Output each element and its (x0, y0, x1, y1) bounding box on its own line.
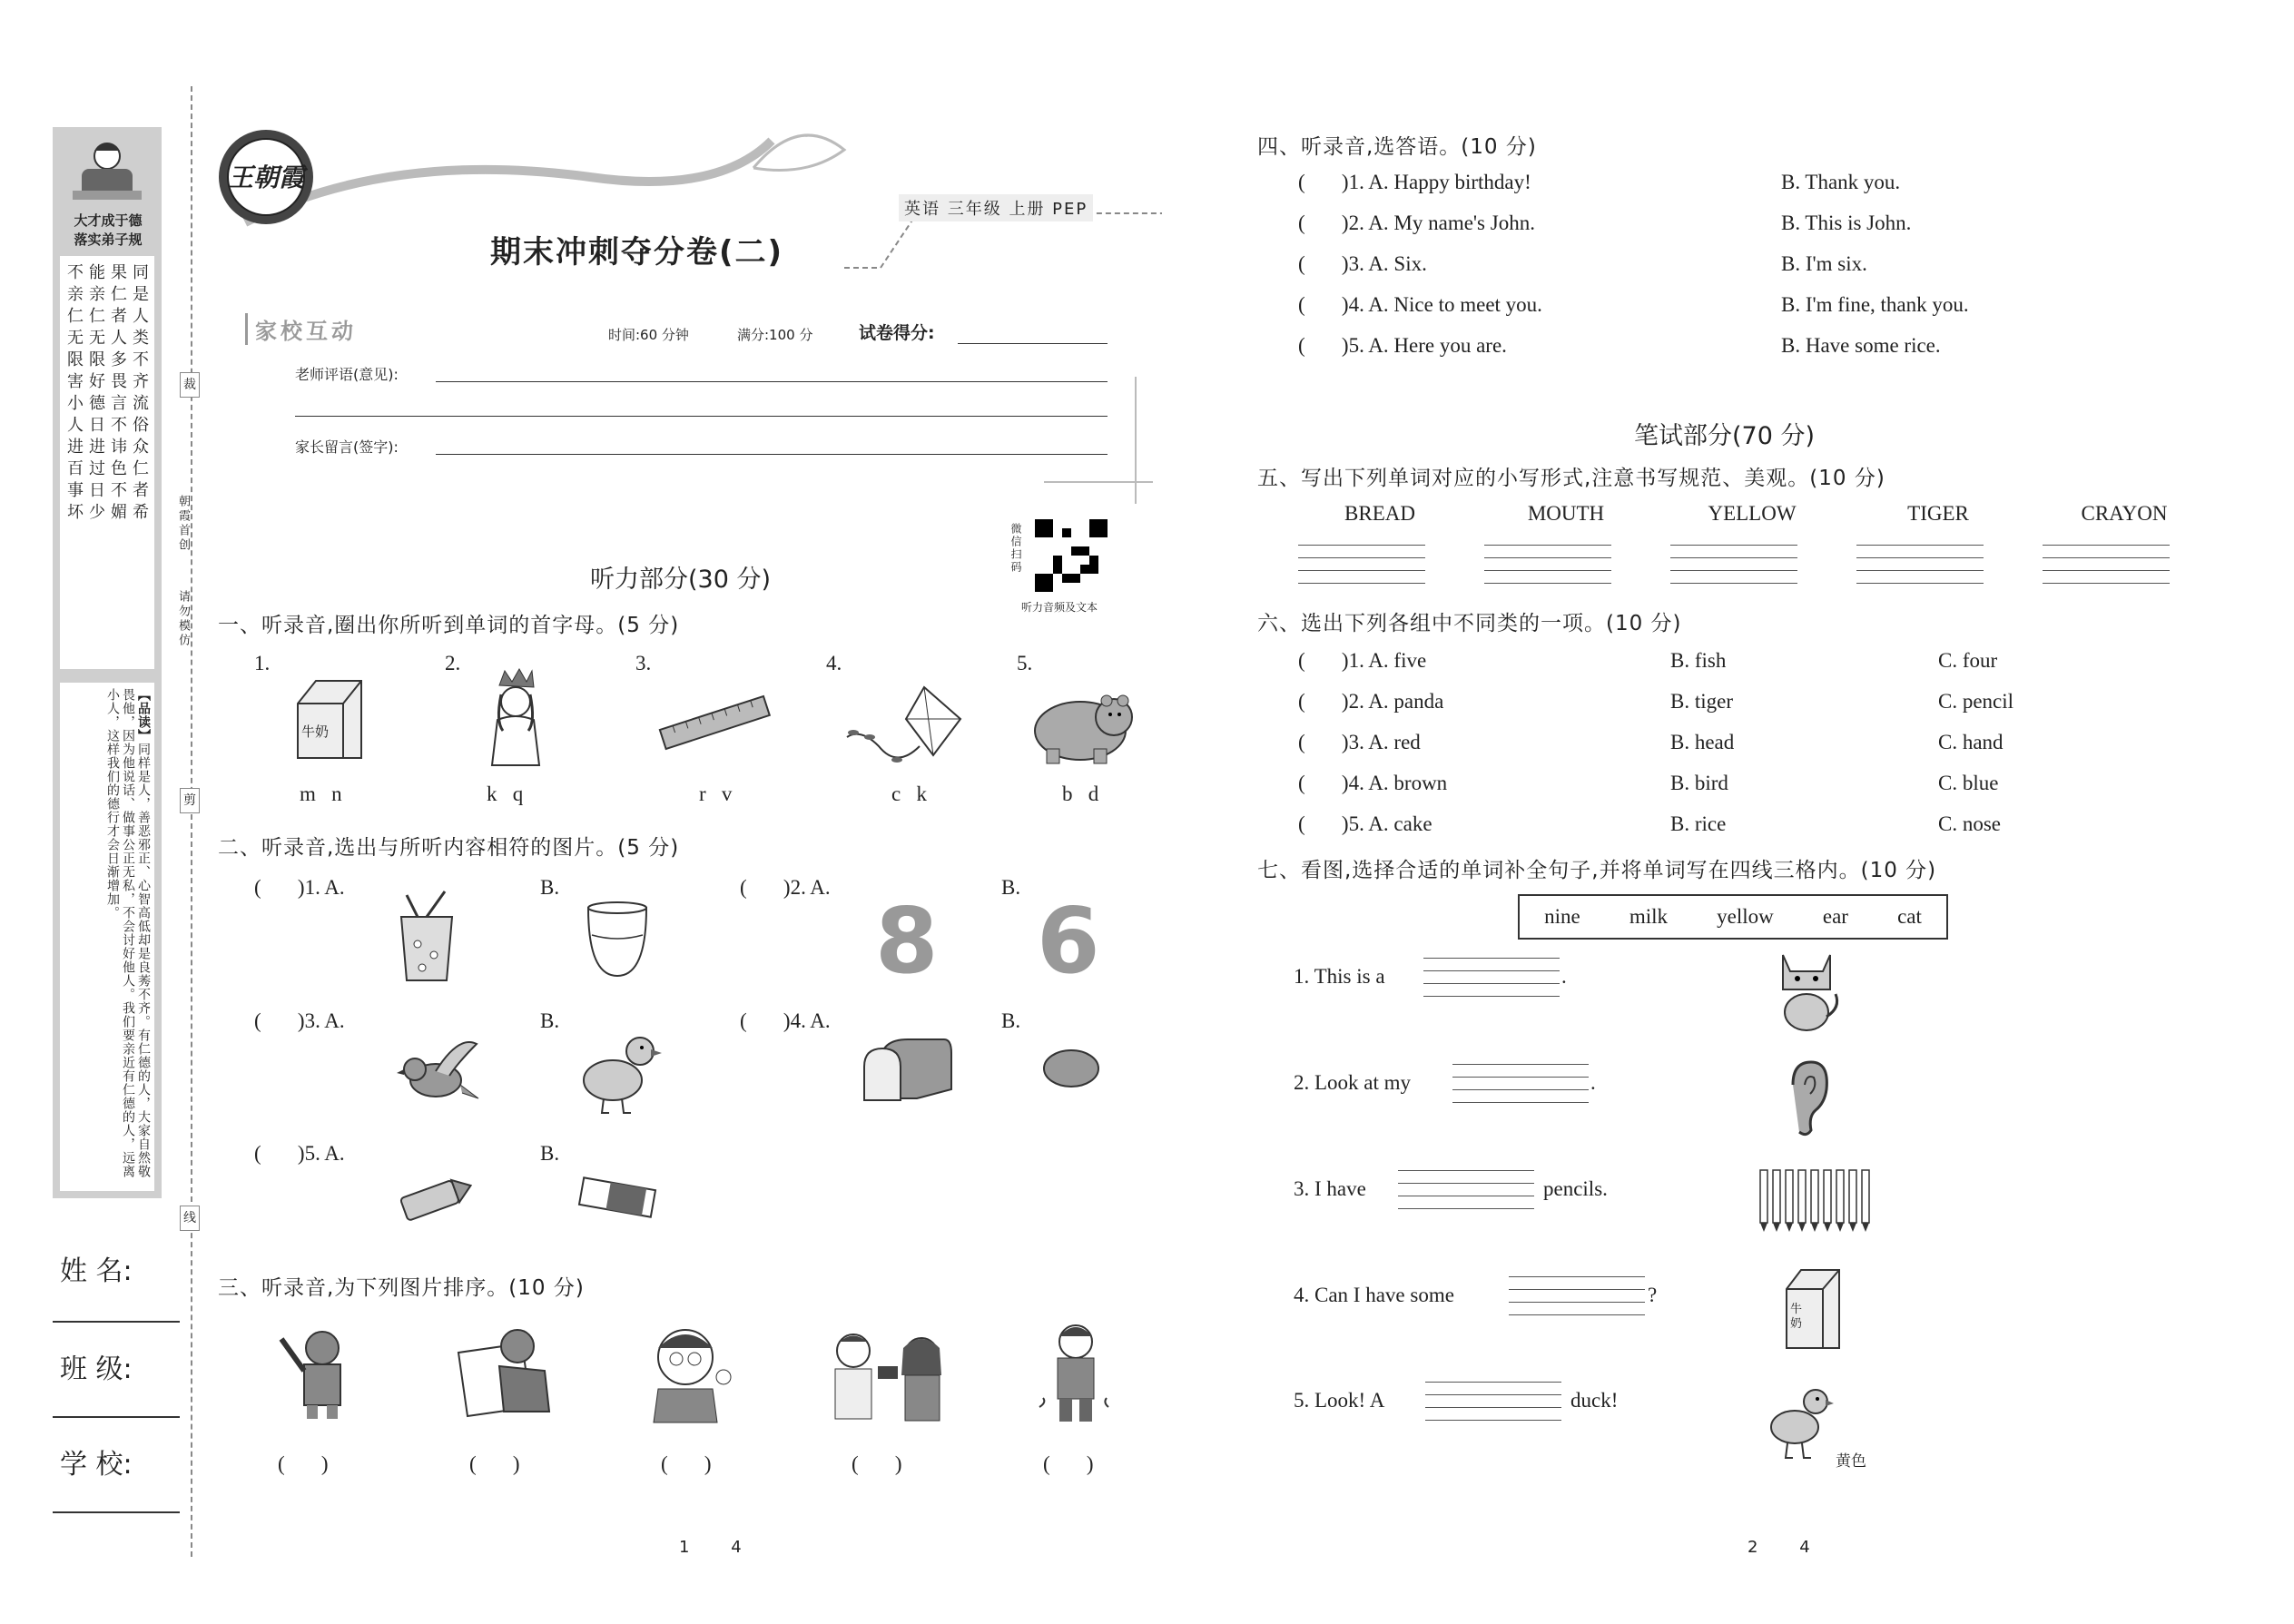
eraser-icon (576, 1173, 658, 1223)
four-line-grid[interactable] (1484, 545, 1611, 586)
name-label: 姓 名: (60, 1255, 133, 1287)
four-line-grid[interactable] (1670, 545, 1797, 586)
crayon-icon (395, 1166, 477, 1230)
milk-carton-icon (1781, 1266, 1845, 1353)
carton-text: 牛奶 (301, 723, 330, 740)
number-eight: 8 (875, 888, 939, 994)
side-note: 请勿模仿 (176, 590, 190, 648)
s5-word: CRAYON (2081, 502, 2168, 525)
full-score: 满分:100 分 (737, 327, 813, 343)
s6-option-b: B. bird (1670, 772, 1728, 794)
child-drawing-icon (449, 1321, 558, 1421)
s2-option-b: B. (540, 876, 560, 899)
duck-icon (1766, 1380, 1834, 1462)
s1-letters[interactable]: b d (1062, 782, 1099, 805)
section-4-title: 四、听录音,选答语。(10 分) (1257, 135, 1537, 159)
qr-label: 微信扫码 (1009, 523, 1022, 574)
s1-letters[interactable]: r v (699, 782, 733, 805)
bread-icon (862, 1035, 953, 1103)
s7-sentence: 5. Look! A (1294, 1389, 1385, 1412)
s7-sentence-end: . (1590, 1071, 1596, 1094)
word-bank-item: ear (1822, 905, 1848, 928)
s6-question[interactable]: ( )1. A. five (1298, 649, 1427, 672)
poem-box (60, 256, 154, 669)
children-exchange-icon (822, 1325, 958, 1425)
s2-question[interactable]: ( )5. A. (254, 1142, 345, 1165)
s3-answer[interactable]: ( ) (469, 1452, 520, 1475)
cut-mark: 剪 (180, 788, 200, 813)
s2-option-b: B. (540, 1142, 560, 1165)
s6-option-c: C. hand (1938, 731, 2004, 753)
queen-icon (479, 667, 552, 767)
carton-text: 牛奶 (1790, 1303, 1803, 1331)
school-field[interactable] (53, 1511, 180, 1513)
poem-col: 能亲仁无限好德日进过日少 (86, 263, 105, 525)
bird-icon (395, 1035, 481, 1107)
s7-sentence: 3. I have (1294, 1177, 1366, 1200)
section-1-title: 一、听录音,圈出你所听到单词的首字母。(5 分) (218, 614, 680, 637)
s7-sentence-end: . (1561, 965, 1567, 988)
class-label: 班 级: (60, 1353, 133, 1385)
s3-answer[interactable]: ( ) (852, 1452, 902, 1475)
s7-sentence: 1. This is a (1294, 965, 1385, 988)
page-title: 期末冲刺夺分卷(二) (490, 234, 784, 271)
s4-option-b: B. Thank you. (1781, 171, 1901, 193)
s6-option-c: C. blue (1938, 772, 1999, 794)
teacher-comment-field[interactable] (436, 381, 1108, 382)
s2-question[interactable]: ( )1. A. (254, 876, 345, 899)
s6-option-c: C. pencil (1938, 690, 2014, 713)
four-line-grid[interactable] (1298, 545, 1425, 586)
s4-option-b: B. This is John. (1781, 212, 1912, 234)
s2-question[interactable]: ( )3. A. (254, 1009, 345, 1032)
s2-option-b: B. (1001, 876, 1021, 899)
home-school-label: 家校互动 (245, 313, 357, 345)
s6-option-b: B. rice (1670, 812, 1727, 835)
motto-top: 大才成于德 落实弟子规 (74, 212, 143, 248)
cut-mark: 线 (180, 1206, 200, 1231)
milk-carton-icon (289, 676, 370, 767)
s2-option-b: B. (540, 1009, 560, 1032)
ear-icon (1779, 1058, 1834, 1139)
parent-comment-label: 家长留言(签字): (295, 438, 399, 456)
number-six: 6 (1037, 888, 1100, 994)
qr-code-icon[interactable] (1035, 519, 1108, 592)
four-line-grid[interactable] (1452, 1064, 1589, 1106)
s4-question[interactable]: ( )5. A. Here you are. (1298, 334, 1507, 357)
section-2-title: 二、听录音,选出与所听内容相符的图片。(5 分) (218, 836, 680, 860)
s1-letters[interactable]: k q (487, 782, 524, 805)
name-field[interactable] (53, 1321, 180, 1323)
boy-glasses-icon (640, 1321, 740, 1425)
s4-option-b: B. I'm six. (1781, 252, 1867, 275)
s4-question[interactable]: ( )2. A. My name's John. (1298, 212, 1535, 234)
ruler-icon (655, 690, 773, 753)
s6-question[interactable]: ( )3. A. red (1298, 731, 1421, 753)
s1-letters[interactable]: m n (300, 782, 342, 805)
s5-word: MOUTH (1527, 502, 1605, 525)
score-field[interactable] (958, 343, 1108, 344)
bear-icon (1030, 685, 1139, 767)
s7-sentence-end: pencils. (1543, 1177, 1608, 1200)
word-bank-item: cat (1897, 905, 1922, 928)
divider (1044, 481, 1153, 483)
s5-word: BREAD (1344, 502, 1415, 525)
duck-icon (576, 1026, 663, 1117)
poem-col: 同是人类不齐流俗众仁者希 (130, 263, 149, 525)
four-line-grid[interactable] (1398, 1170, 1534, 1212)
divider (1135, 377, 1137, 504)
s5-word: YELLOW (1708, 502, 1797, 525)
s7-sentence-end: ? (1648, 1284, 1658, 1306)
four-line-grid[interactable] (1423, 958, 1560, 999)
side-note: 朝霞首创 (176, 495, 190, 553)
teacher-comment-field-2[interactable] (295, 416, 1108, 417)
s1-num: 2. (445, 652, 461, 674)
s6-option-b: B. head (1670, 731, 1735, 753)
exam-time: 时间:60 分钟 (608, 327, 689, 343)
s6-option-b: B. fish (1670, 649, 1727, 672)
s6-option-c: C. four (1938, 649, 1998, 672)
s2-question[interactable]: ( )2. A. (740, 876, 831, 899)
word-bank-item: yellow (1717, 905, 1774, 928)
cut-mark: 裁 (180, 372, 200, 398)
s6-question[interactable]: ( )5. A. cake (1298, 812, 1433, 835)
egg-icon (1042, 1048, 1101, 1089)
child-waving-icon (272, 1321, 354, 1421)
logo-badge (216, 127, 316, 227)
school-label: 学 校: (60, 1449, 133, 1481)
s3-answer[interactable]: ( ) (278, 1452, 329, 1475)
poem-col: 果仁者人多畏言不讳色不媚 (108, 263, 127, 525)
four-line-grid[interactable] (1856, 545, 1984, 586)
word-bank-item: nine (1544, 905, 1580, 928)
page-number-left: 1 4 (679, 1538, 742, 1557)
logo-text: 王朝霞 (227, 162, 304, 192)
pic-note: 黄色 (1836, 1452, 1866, 1471)
s2-question[interactable]: ( )4. A. (740, 1009, 831, 1032)
s1-letters[interactable]: c k (891, 782, 927, 805)
s1-num: 4. (826, 652, 842, 674)
s3-answer[interactable]: ( ) (1043, 1452, 1094, 1475)
s7-sentence: 2. Look at my (1294, 1071, 1412, 1094)
page-number-right: 2 4 (1748, 1538, 1810, 1557)
s1-num: 5. (1017, 652, 1033, 674)
section-7-title: 七、看图,选择合适的单词补全句子,并将单词写在四线三格内。(10 分) (1257, 859, 1937, 882)
four-line-grid[interactable] (1509, 1276, 1645, 1318)
teacher-comment-label: 老师评语(意见): (295, 366, 399, 383)
s2-option-b: B. (1001, 1009, 1021, 1032)
s4-option-b: B. I'm fine, thank you. (1781, 293, 1969, 316)
water-glass-icon (581, 899, 654, 980)
child-standing-icon (1030, 1316, 1121, 1425)
pencils-icon (1757, 1166, 1875, 1235)
section-5-title: 五、写出下列单词对应的小写形式,注意书写规范、美观。(10 分) (1257, 467, 1885, 490)
juice-icon (390, 890, 463, 985)
s5-word: TIGER (1907, 502, 1969, 525)
poem-col: 不亲仁无限害小人进百事坏 (64, 263, 84, 525)
s6-question[interactable]: ( )4. A. brown (1298, 772, 1448, 794)
scholar-icon (64, 136, 151, 207)
s7-sentence-end: duck! (1570, 1389, 1619, 1412)
s4-question[interactable]: ( )4. A. Nice to meet you. (1298, 293, 1542, 316)
qr-caption: 听力音频及文本 (1021, 601, 1098, 614)
reading-text: 【品读】同样是人，善恶邪正、心智高低却是良莠不齐。有仁德的人，大家自然敬畏他，因为他说话、做事公正无私，不会讨好他人。我们要亲近有仁德的人，远离小人，这样我们的德行才会日渐增加。 (105, 688, 151, 1178)
s6-option-c: C. nose (1938, 812, 2001, 835)
class-field[interactable] (53, 1416, 180, 1418)
s6-option-b: B. tiger (1670, 690, 1733, 713)
four-line-grid[interactable] (2043, 545, 2170, 586)
section-6-title: 六、选出下列各组中不同类的一项。(10 分) (1257, 612, 1682, 635)
s1-num: 1. (254, 652, 271, 674)
s1-num: 3. (635, 652, 652, 674)
s4-question[interactable]: ( )3. A. Six. (1298, 252, 1427, 275)
reading-box (60, 683, 154, 1191)
writing-title: 笔试部分(70 分) (1634, 422, 1816, 450)
word-bank (1518, 894, 1948, 940)
kite-icon (842, 683, 970, 773)
cat-icon (1770, 944, 1843, 1035)
s3-answer[interactable]: ( ) (661, 1452, 712, 1475)
parent-comment-field[interactable] (436, 454, 1108, 455)
score-label: 试卷得分: (859, 323, 935, 343)
listening-title: 听力部分(30 分) (590, 566, 772, 594)
cut-line (191, 86, 192, 1557)
s7-sentence: 4. Can I have some (1294, 1284, 1454, 1306)
four-line-grid[interactable] (1425, 1382, 1561, 1423)
s4-option-b: B. Have some rice. (1781, 334, 1941, 357)
section-3-title: 三、听录音,为下列图片排序。(10 分) (218, 1276, 585, 1300)
s6-question[interactable]: ( )2. A. panda (1298, 690, 1444, 713)
word-bank-item: milk (1629, 905, 1668, 928)
series-tag: 英语 三年级 上册 PEP (899, 194, 1093, 221)
s4-question[interactable]: ( )1. A. Happy birthday! (1298, 171, 1531, 193)
